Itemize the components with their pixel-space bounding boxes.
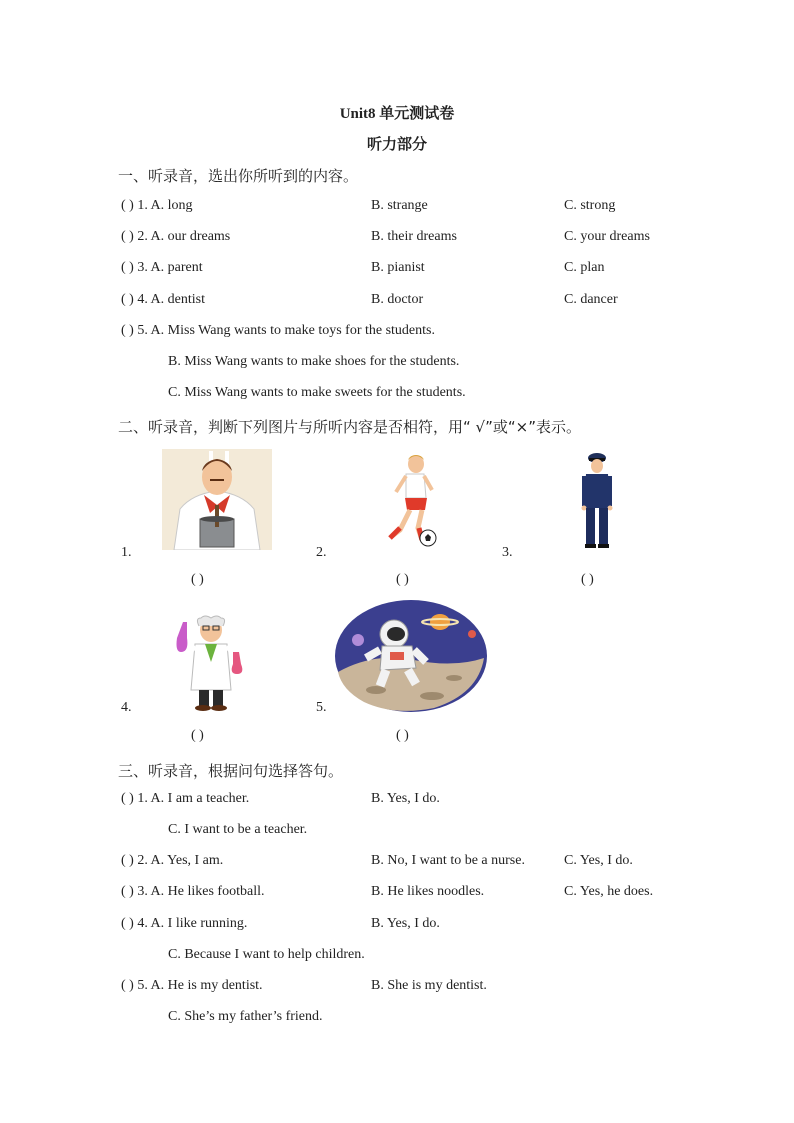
s1-q5-option-b: B. Miss Wang wants to make shoes for the students. xyxy=(168,354,460,369)
s2-item3-number: 3. xyxy=(502,545,513,560)
s3-q1-option-c: C. I want to be a teacher. xyxy=(168,822,308,837)
s3-q1-stem: ( ) 1. A. I am a teacher. xyxy=(121,791,250,806)
chef-icon xyxy=(162,449,272,550)
s3-q3-option-b: B. He likes noodles. xyxy=(371,884,485,899)
s1-q2-option-c: C. your dreams xyxy=(564,229,650,244)
s1-q5-stem: ( ) 5. A. Miss Wang wants to make toys for the students. xyxy=(121,323,435,338)
s3-q4-stem: ( ) 4. A. I like running. xyxy=(121,916,248,931)
s1-q2-option-b: B. their dreams xyxy=(371,229,457,244)
s1-q3-stem: ( ) 3. A. parent xyxy=(121,260,203,275)
s2-item1-number: 1. xyxy=(121,545,132,560)
s2-item2-number: 2. xyxy=(316,545,327,560)
s1-q4-stem: ( ) 4. A. dentist xyxy=(121,292,205,307)
s1-q1-option-b: B. strange xyxy=(371,198,428,213)
s2-item4-answer-paren[interactable]: ( ) xyxy=(191,728,204,743)
s1-q2-stem: ( ) 2. A. our dreams xyxy=(121,229,231,244)
s3-q5-option-b: B. She is my dentist. xyxy=(371,978,487,993)
page-subtitle: 听力部分 xyxy=(366,137,427,153)
s3-q5-stem: ( ) 5. A. He is my dentist. xyxy=(121,978,263,993)
s1-q4-option-c: C. dancer xyxy=(564,292,618,307)
s1-q4-option-b: B. doctor xyxy=(371,292,424,307)
s3-q2-option-b: B. No, I want to be a nurse. xyxy=(371,853,525,868)
s1-q5-option-c: C. Miss Wang wants to make sweets for the students. xyxy=(168,385,466,400)
section2-heading: 二、听录音，判断下列图片与所听内容是否相符，用“ √”或“×”表示。 xyxy=(118,418,581,436)
section1-heading: 一、听录音，选出你所听到的内容。 xyxy=(118,167,359,185)
s3-q2-stem: ( ) 2. A. Yes, I am. xyxy=(121,853,224,868)
scientist-icon xyxy=(175,612,247,712)
police-officer-icon xyxy=(580,452,614,551)
s3-q1-option-b: B. Yes, I do. xyxy=(371,791,440,806)
s2-item1-answer-paren[interactable]: ( ) xyxy=(191,572,204,587)
s3-q5-option-c: C. She’s my father’s friend. xyxy=(168,1009,323,1024)
s2-item5-number: 5. xyxy=(316,700,327,715)
page-title: Unit8 单元测试卷 xyxy=(339,106,455,122)
section3-heading: 三、听录音，根据问句选择答句。 xyxy=(118,762,344,780)
s2-item5-answer-paren[interactable]: ( ) xyxy=(396,728,409,743)
s1-q1-option-c: C. strong xyxy=(564,198,616,213)
s2-item2-answer-paren[interactable]: ( ) xyxy=(396,572,409,587)
s3-q4-option-b: B. Yes, I do. xyxy=(371,916,440,931)
s3-q3-option-c: C. Yes, he does. xyxy=(564,884,654,899)
s3-q3-stem: ( ) 3. A. He likes football. xyxy=(121,884,265,899)
s3-q2-option-c: C. Yes, I do. xyxy=(564,853,633,868)
s1-q3-option-b: B. pianist xyxy=(371,260,425,275)
s2-item3-answer-paren[interactable]: ( ) xyxy=(581,572,594,587)
astronaut-icon xyxy=(334,598,488,714)
s3-q4-option-c: C. Because I want to help children. xyxy=(168,947,365,962)
s2-item4-number: 4. xyxy=(121,700,132,715)
s1-q3-option-c: C. plan xyxy=(564,260,605,275)
football-player-icon xyxy=(378,452,440,548)
s1-q1-stem: ( ) 1. A. long xyxy=(121,198,193,213)
